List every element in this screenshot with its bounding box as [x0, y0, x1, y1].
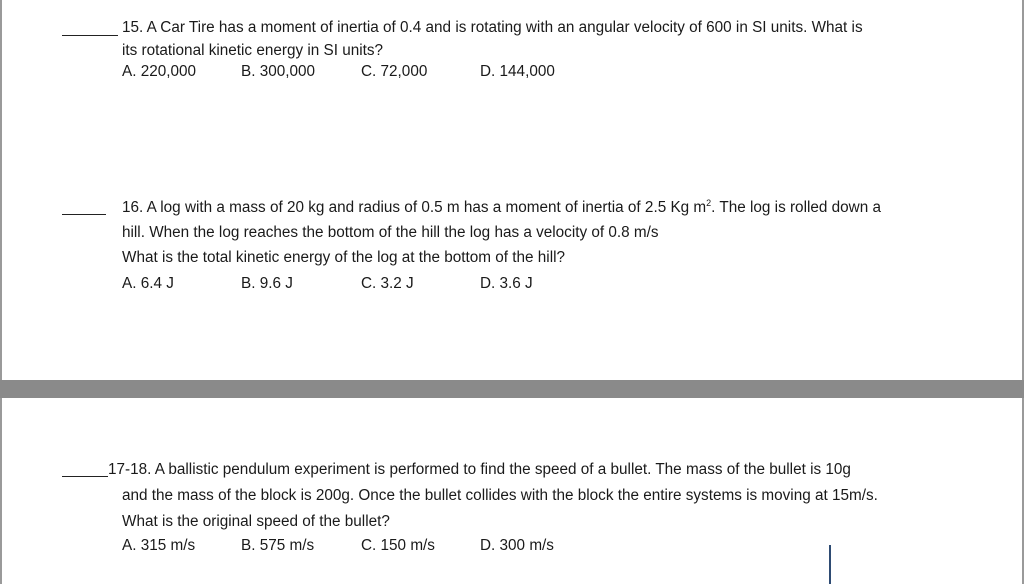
choice-c[interactable]: C. 150 m/s: [361, 537, 435, 554]
question-line: 15. A Car Tire has a moment of inertia of 0.4 and is rotating with an angular velocity of 600 in SI units. What is: [122, 19, 863, 36]
question-line-part: 16. A log with a mass of 20 kg and radius of 0.5 m has a moment of inertia of 2.5 Kg m: [122, 199, 707, 216]
superscript: 2: [706, 198, 712, 208]
answer-blank-17-18[interactable]: [62, 475, 108, 477]
question-line: [122, 195, 972, 220]
choice-b[interactable]: B. 300,000: [241, 63, 315, 80]
choice-a[interactable]: A. 315 m/s: [122, 537, 196, 554]
question-line: What is the total kinetic energy of the log at the bottom of the hill?: [122, 249, 566, 266]
choice-d[interactable]: D. 300 m/s: [480, 537, 554, 554]
choice-a[interactable]: A. 220,000: [122, 63, 196, 80]
choice-c[interactable]: C. 72,000: [361, 63, 428, 80]
question-line: hill. When the log reaches the bottom of the hill the log has a velocity of 0.8 m/s: [122, 224, 659, 241]
page-separator: [0, 380, 1024, 398]
choice-a[interactable]: A. 6.4 J: [122, 275, 174, 292]
text-cursor: [829, 545, 831, 584]
question-15-text: [122, 16, 972, 62]
answer-blank-15[interactable]: [62, 34, 118, 36]
answer-blank-16[interactable]: [62, 213, 106, 215]
choice-c[interactable]: C. 3.2 J: [361, 275, 414, 292]
question-17-18-text: [108, 457, 978, 535]
choice-d[interactable]: D. 3.6 J: [480, 275, 533, 292]
question-16-text: [122, 195, 972, 270]
choice-b[interactable]: B. 9.6 J: [241, 275, 293, 292]
question-line: 17-18. A ballistic pendulum experiment is performed to find the speed of a bullet. The mass of the bullet is 10g: [108, 461, 851, 478]
question-line: What is the original speed of the bullet?: [122, 513, 390, 530]
question-line: its rotational kinetic energy in SI units?: [122, 42, 384, 59]
choice-d[interactable]: D. 144,000: [480, 63, 555, 80]
question-line-part: . The log is rolled down a: [711, 199, 881, 216]
choice-b[interactable]: B. 575 m/s: [241, 537, 315, 554]
question-line: and the mass of the block is 200g. Once the bullet collides with the block the entire systems is moving at 15m/s.: [122, 487, 878, 504]
